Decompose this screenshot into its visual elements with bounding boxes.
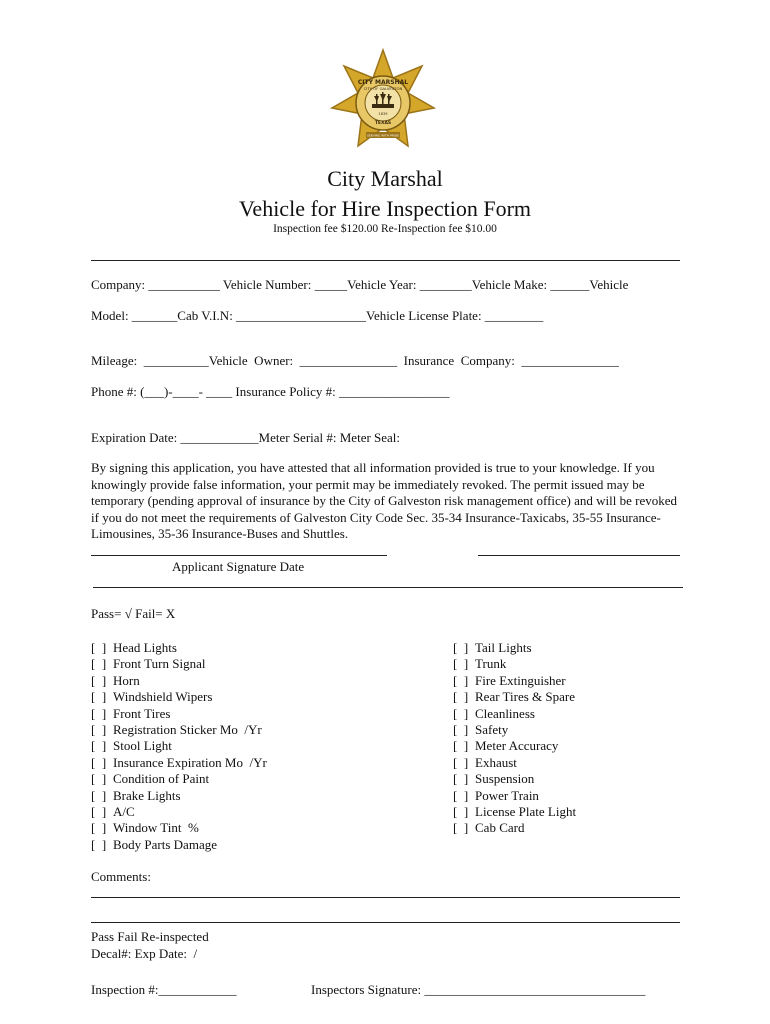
checklist-item-label: Tail Lights	[475, 640, 532, 655]
checklist-item	[91, 673, 140, 689]
form-title-line2: Vehicle for Hire Inspection Form	[238, 196, 532, 221]
fee-note: Inspection fee $120.00 Re-Inspection fee $10.00	[273, 223, 497, 235]
checkbox[interactable]: [ ]	[453, 754, 469, 770]
checklist-item	[453, 673, 566, 689]
comments-line-1[interactable]	[91, 897, 680, 898]
checklist-item	[453, 722, 508, 738]
checklist-item	[91, 689, 212, 705]
comments-line-2[interactable]	[91, 922, 680, 923]
checkbox[interactable]: [ ]	[91, 722, 107, 737]
checkbox[interactable]: [ ]	[91, 754, 107, 770]
checklist-item-label: Stool Light	[113, 738, 172, 754]
checkbox[interactable]: [ ]	[91, 820, 107, 836]
checklist-item-label: Rear Tires & Spare	[475, 689, 576, 705]
expiration-meter-row[interactable]: Expiration Date: ____________Meter Serial #: Meter Seal:	[91, 430, 401, 445]
checklist-item-label: License Plate Light	[475, 804, 577, 819]
checklist-item	[453, 689, 575, 705]
checklist-item-label: Cab Card	[475, 820, 525, 836]
checklist-item	[453, 771, 534, 787]
vehicle-info-row1[interactable]: Company: ___________ Vehicle Number: _____Vehicle Year: ________Vehicle Make: ______Vehicle	[91, 277, 629, 292]
checkbox[interactable]: [ ]	[453, 771, 469, 787]
checkbox[interactable]: [ ]	[453, 705, 469, 721]
checkbox[interactable]: [ ]	[91, 771, 107, 787]
checkbox[interactable]: [ ]	[91, 689, 107, 705]
checklist-item-label: Horn	[113, 672, 140, 688]
checklist-item-label: Window Tint %	[113, 820, 199, 836]
checklist-item-label: Head Lights	[113, 640, 177, 655]
checklist-item-label: Front Turn Signal	[113, 656, 206, 672]
checklist-item	[91, 771, 209, 787]
checkbox[interactable]: [ ]	[91, 640, 107, 655]
checkbox[interactable]: [ ]	[91, 836, 107, 852]
checkbox[interactable]: [ ]	[453, 656, 469, 672]
badge-year: 1839	[378, 112, 388, 116]
attestation-paragraph: By signing this application, you have attested that all information provided is true to your knowledge. If you knowingly provide false information, your permit may be immediately revoked. The permit issued may be temporary (pending approval of insurance by the City of Galveston risk management office) and will be revoked if you do not meet the requirements of Galveston City Code Sec. 35-34 Insurance-Taxicabs, 35-55 Insurance- Limousines, 35-36 Insurance-Buses and Shuttles.	[91, 460, 678, 542]
checklist-item	[91, 820, 199, 836]
checklist-item	[453, 804, 576, 820]
checkbox[interactable]: [ ]	[91, 738, 107, 754]
checkbox[interactable]: [ ]	[91, 705, 107, 721]
checklist-item	[453, 640, 532, 656]
checklist-item-label: Condition of Paint	[113, 771, 210, 787]
checklist-item	[91, 804, 135, 820]
checklist-item-label: Suspension	[475, 771, 535, 787]
checkbox[interactable]: [ ]	[453, 804, 469, 819]
checklist-item-label: Registration Sticker Mo /Yr	[113, 722, 262, 737]
checklist-item	[91, 656, 205, 672]
checklist-item-label: A/C	[113, 804, 135, 819]
form-title-line1: City Marshal	[327, 166, 443, 191]
checklist-item-label: Brake Lights	[113, 787, 181, 803]
checkbox[interactable]: [ ]	[91, 804, 107, 819]
checklist-item	[91, 640, 177, 656]
checklist-item	[91, 738, 172, 754]
applicant-signature-label: Applicant Signature Date	[172, 559, 305, 574]
star-badge-icon	[330, 48, 436, 154]
header-divider	[91, 260, 680, 261]
inspector-signature-field[interactable]: Inspectors Signature: __________________________________	[311, 982, 646, 997]
checklist-item-label: Trunk	[475, 656, 507, 672]
checkbox[interactable]: [ ]	[453, 738, 469, 754]
checklist-item-label: Insurance Expiration Mo /Yr	[113, 754, 267, 770]
checkbox[interactable]: [ ]	[91, 787, 107, 803]
result-line[interactable]: Pass Fail Re-inspected	[91, 929, 209, 944]
checklist-item	[91, 837, 217, 853]
checklist-item	[453, 755, 517, 771]
badge-ribbon-text: SERVING WITH PRIDE	[366, 133, 400, 138]
comments-label: Comments:	[91, 869, 151, 884]
checklist-item-label: Cleanliness	[475, 705, 535, 721]
phone-policy-row[interactable]: Phone #: (___)-____- ____ Insurance Policy #: _________________	[91, 384, 450, 399]
checklist-item-label: Power Train	[475, 787, 539, 803]
checkbox[interactable]: [ ]	[453, 787, 469, 803]
badge-bottom-text: TEXAS	[374, 121, 392, 126]
checkbox[interactable]: [ ]	[453, 689, 469, 705]
checklist-item	[91, 706, 170, 722]
checklist-item-label: Exhaust	[475, 754, 517, 770]
badge-ring-text: CITY OF GALVESTON	[363, 86, 403, 91]
checklist-item	[453, 656, 506, 672]
checklist-item-label: Front Tires	[113, 705, 171, 721]
checkbox[interactable]: [ ]	[453, 722, 469, 737]
section-divider	[93, 587, 683, 588]
decal-line[interactable]: Decal#: Exp Date: /	[91, 946, 198, 961]
vehicle-info-row2[interactable]: Model: _______Cab V.I.N: ____________________Vehicle License Plate: _________	[91, 308, 544, 323]
applicant-date-line[interactable]	[478, 555, 680, 556]
badge-top-text: CITY MARSHAL	[357, 79, 409, 86]
checkbox[interactable]: [ ]	[453, 820, 469, 836]
checklist-item	[453, 706, 535, 722]
checklist-item	[453, 788, 539, 804]
checklist-item	[91, 788, 181, 804]
checklist-item-label: Safety	[475, 722, 509, 737]
checklist-item	[91, 755, 267, 771]
inspection-number-field[interactable]: Inspection #:____________	[91, 982, 237, 997]
checkbox[interactable]: [ ]	[453, 640, 469, 655]
checklist-item-label: Meter Accuracy	[475, 738, 559, 754]
applicant-signature-line[interactable]	[91, 555, 387, 556]
checklist-item	[453, 820, 524, 836]
checkbox[interactable]: [ ]	[91, 656, 107, 672]
checklist-item	[91, 722, 262, 738]
checklist-item-label: Body Parts Damage	[113, 836, 217, 852]
pass-fail-legend: Pass= √ Fail= X	[91, 606, 176, 621]
checkbox[interactable]: [ ]	[453, 672, 469, 688]
checkbox[interactable]: [ ]	[91, 672, 107, 688]
mileage-owner-insurance-row[interactable]: Mileage: __________Vehicle Owner: _______________ Insurance Company: _______________	[91, 353, 619, 368]
checklist-item	[453, 738, 558, 754]
checklist-item-label: Windshield Wipers	[113, 689, 213, 705]
checklist-item-label: Fire Extinguisher	[475, 672, 566, 688]
